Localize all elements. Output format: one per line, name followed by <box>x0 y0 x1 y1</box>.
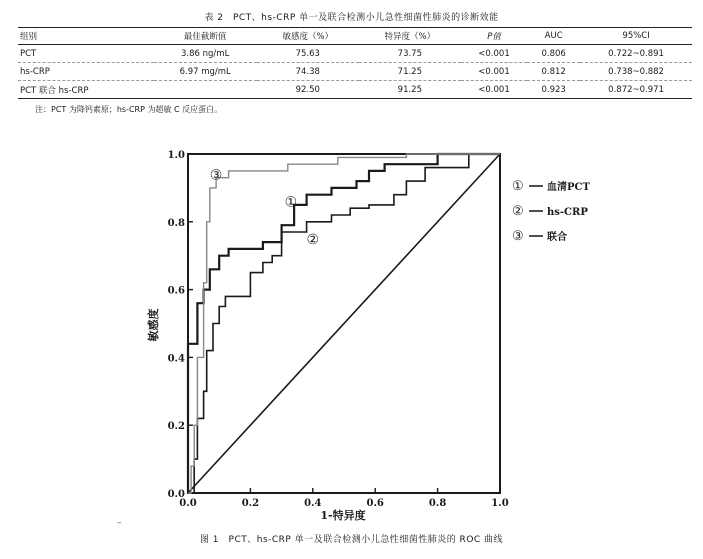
cell-ci: 0.738~0.882 <box>580 63 692 81</box>
x-axis-label: 1-特异度 <box>320 509 366 522</box>
table-note: 注：PCT 为降钙素原；hs-CRP 为超敏 C 反应蛋白。 <box>35 105 223 114</box>
cell-auc: 0.812 <box>527 63 580 81</box>
series-marker-3: ③ <box>209 167 223 184</box>
cell-specificity: 71.25 <box>359 63 461 81</box>
x-tick-label: 0.4 <box>304 498 322 509</box>
x-tick-label: 0.8 <box>428 498 447 509</box>
cell-sensitivity: 92.50 <box>257 81 359 99</box>
col-header-cutoff: 最佳截断值 <box>154 28 257 45</box>
cell-auc: 0.806 <box>527 45 580 63</box>
stray-mark: – <box>117 518 122 528</box>
col-header-group: 组别 <box>18 28 154 45</box>
col-header-p-text: P值 <box>487 32 501 42</box>
table-title: 表 2 PCT、hs-CRP 单一及联合检测小儿急性细菌性肺炎的诊断效能 <box>204 13 499 23</box>
x-tick-label: 0.2 <box>241 498 260 509</box>
cell-specificity: 73.75 <box>359 45 461 63</box>
cell-sensitivity: 75.63 <box>257 45 359 63</box>
col-header-auc: AUC <box>527 28 580 45</box>
legend-marker: ① <box>512 179 524 194</box>
cell-ci: 0.872~0.971 <box>580 81 692 99</box>
x-tick-label: 1.0 <box>491 498 509 509</box>
legend-label: 血清PCT <box>547 182 590 193</box>
y-tick-label: 0.8 <box>167 217 185 229</box>
col-header-specificity: 特异度（%） <box>359 28 461 45</box>
y-tick-label: 0.4 <box>167 353 185 365</box>
reference-diagonal-line <box>188 154 500 493</box>
x-tick-label: 0.0 <box>179 498 197 509</box>
cell-sensitivity: 74.38 <box>257 63 359 81</box>
legend-label: 联合 <box>547 232 567 243</box>
col-header-ci: 95%CI <box>580 28 692 45</box>
cell-p: <0.001 <box>461 63 527 81</box>
y-axis-label: 敏感度 <box>147 308 160 342</box>
x-tick-label: 0.6 <box>366 498 384 509</box>
series-marker-1: ① <box>284 194 298 211</box>
legend-label: hs-CRP <box>547 207 588 218</box>
cell-group: PCT 联合 hs-CRP <box>18 81 154 99</box>
y-tick-label: 0.2 <box>167 421 185 433</box>
cell-specificity: 91.25 <box>359 81 461 99</box>
figure-caption: 图 1 PCT、hs-CRP 单一及联合检测小儿急性细菌性肺炎的 ROC 曲线 <box>199 535 504 545</box>
cell-group: PCT <box>18 45 154 63</box>
legend-marker: ③ <box>512 229 524 244</box>
series-markers <box>210 167 319 247</box>
col-header-sensitivity: 敏感度（%） <box>257 28 359 45</box>
cell-p: <0.001 <box>461 81 527 99</box>
cell-cutoff: 6.97 mg/mL <box>154 63 257 81</box>
y-tick-label: 0.0 <box>167 489 185 500</box>
plot-frame <box>188 154 500 493</box>
legend <box>512 179 590 244</box>
legend-marker: ② <box>512 204 524 219</box>
cell-cutoff: 3.86 ng/mL <box>154 45 257 63</box>
cell-p: <0.001 <box>461 45 527 63</box>
y-tick-label: 0.6 <box>167 285 185 297</box>
y-tick-label: 1.0 <box>167 150 185 161</box>
cell-auc: 0.923 <box>527 81 580 99</box>
cell-ci: 0.722~0.891 <box>580 45 692 63</box>
cell-group: hs-CRP <box>18 63 154 81</box>
series-marker-2: ② <box>306 231 320 248</box>
